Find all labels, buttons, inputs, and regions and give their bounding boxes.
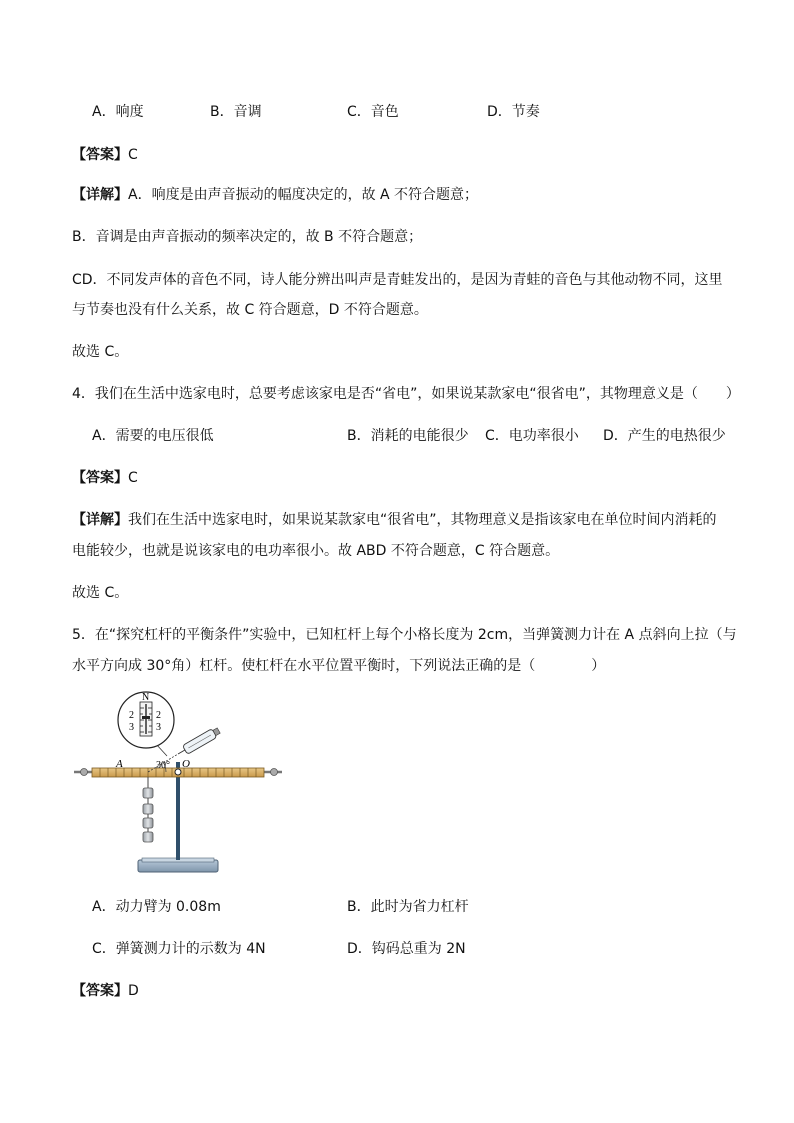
label-scale-left-top: 2 <box>129 710 134 721</box>
answer-label: 【答案】 <box>72 470 128 486</box>
q3-detail-line-2: B．音调是由声音振动的频率决定的，故 B 不符合题意； <box>72 229 423 245</box>
q3-conclusion: 故选 C。 <box>72 344 129 360</box>
q3-option-c: C．音色 <box>347 104 399 120</box>
answer-value: C <box>128 147 138 163</box>
q4-detail-line-1: 【详解】我们在生活中选家电时，如果说某款家电“很省电”，其物理意义是指该家电在单位时间内消耗的 <box>72 512 717 528</box>
label-scale-left-bottom: 3 <box>129 722 134 733</box>
label-point-o: O <box>182 758 190 770</box>
q3-detail-line-4: 与节奏也没有什么关系，故 C 符合题意，D 不符合题意。 <box>72 302 428 318</box>
label-scale-right-top: 2 <box>156 710 161 721</box>
q5-option-d: D．钩码总重为 2N <box>347 941 466 957</box>
label-n: N <box>142 692 150 703</box>
q5-question-line-1: 5．在“探究杠杆的平衡条件”实验中，已知杠杆上每个小格长度为 2cm，当弹簧测力计在 A 点斜向上拉（与 <box>72 627 737 643</box>
q3-option-b: B．音调 <box>210 104 262 120</box>
q4-question: 4．我们在生活中选家电时，总要考虑该家电是否“省电”，如果说某款家电“很省电”，其物理意义是（ ） <box>72 386 740 402</box>
lever-figure <box>70 690 290 880</box>
hook-weights <box>143 777 153 842</box>
q5-option-a: A．动力臂为 0.08m <box>92 899 221 915</box>
q5-option-b: B．此时为省力杠杆 <box>347 899 469 915</box>
label-point-a: A <box>116 758 123 770</box>
q5-answer <box>72 981 139 1001</box>
q4-option-b: B．消耗的电能很少 <box>347 428 469 444</box>
q5-option-c: C．弹簧测力计的示数为 4N <box>92 941 266 957</box>
q3-detail-line-3: CD．不同发声体的音色不同，诗人能分辨出叫声是青蛙发出的，是因为青蛙的音色与其他动物不同，这里 <box>72 272 723 288</box>
answer-label: 【答案】 <box>72 983 128 999</box>
q5-question-line-2: 水平方向成 30°角）杠杆。使杠杆在水平位置平衡时，下列说法正确的是（ ） <box>72 658 606 674</box>
q4-detail-line-2: 电能较少，也就是说该家电的电功率很小。故 ABD 不符合题意，C 符合题意。 <box>72 543 560 559</box>
label-angle: 30° <box>156 760 170 771</box>
q4-option-c: C．电功率很小 <box>485 428 579 444</box>
answer-value: D <box>128 983 139 999</box>
stand-base <box>138 858 218 872</box>
detail-label: 【详解】 <box>72 512 128 528</box>
detail-label: 【详解】 <box>72 187 128 203</box>
q4-option-d: D．产生的电热很少 <box>603 428 726 444</box>
answer-value: C <box>128 470 138 486</box>
q4-answer <box>72 468 138 488</box>
q4-conclusion: 故选 C。 <box>72 585 129 601</box>
q3-answer <box>72 145 138 165</box>
q4-option-a: A．需要的电压很低 <box>92 428 214 444</box>
label-scale-right-bottom: 3 <box>156 722 161 733</box>
q3-option-a: A．响度 <box>92 104 144 120</box>
q3-detail-line-1: 【详解】A．响度是由声音振动的幅度决定的，故 A 不符合题意； <box>72 187 479 203</box>
pivot-point <box>175 769 181 775</box>
spring-scale <box>176 726 222 758</box>
q3-option-d: D．节奏 <box>487 104 540 120</box>
answer-label: 【答案】 <box>72 147 128 163</box>
